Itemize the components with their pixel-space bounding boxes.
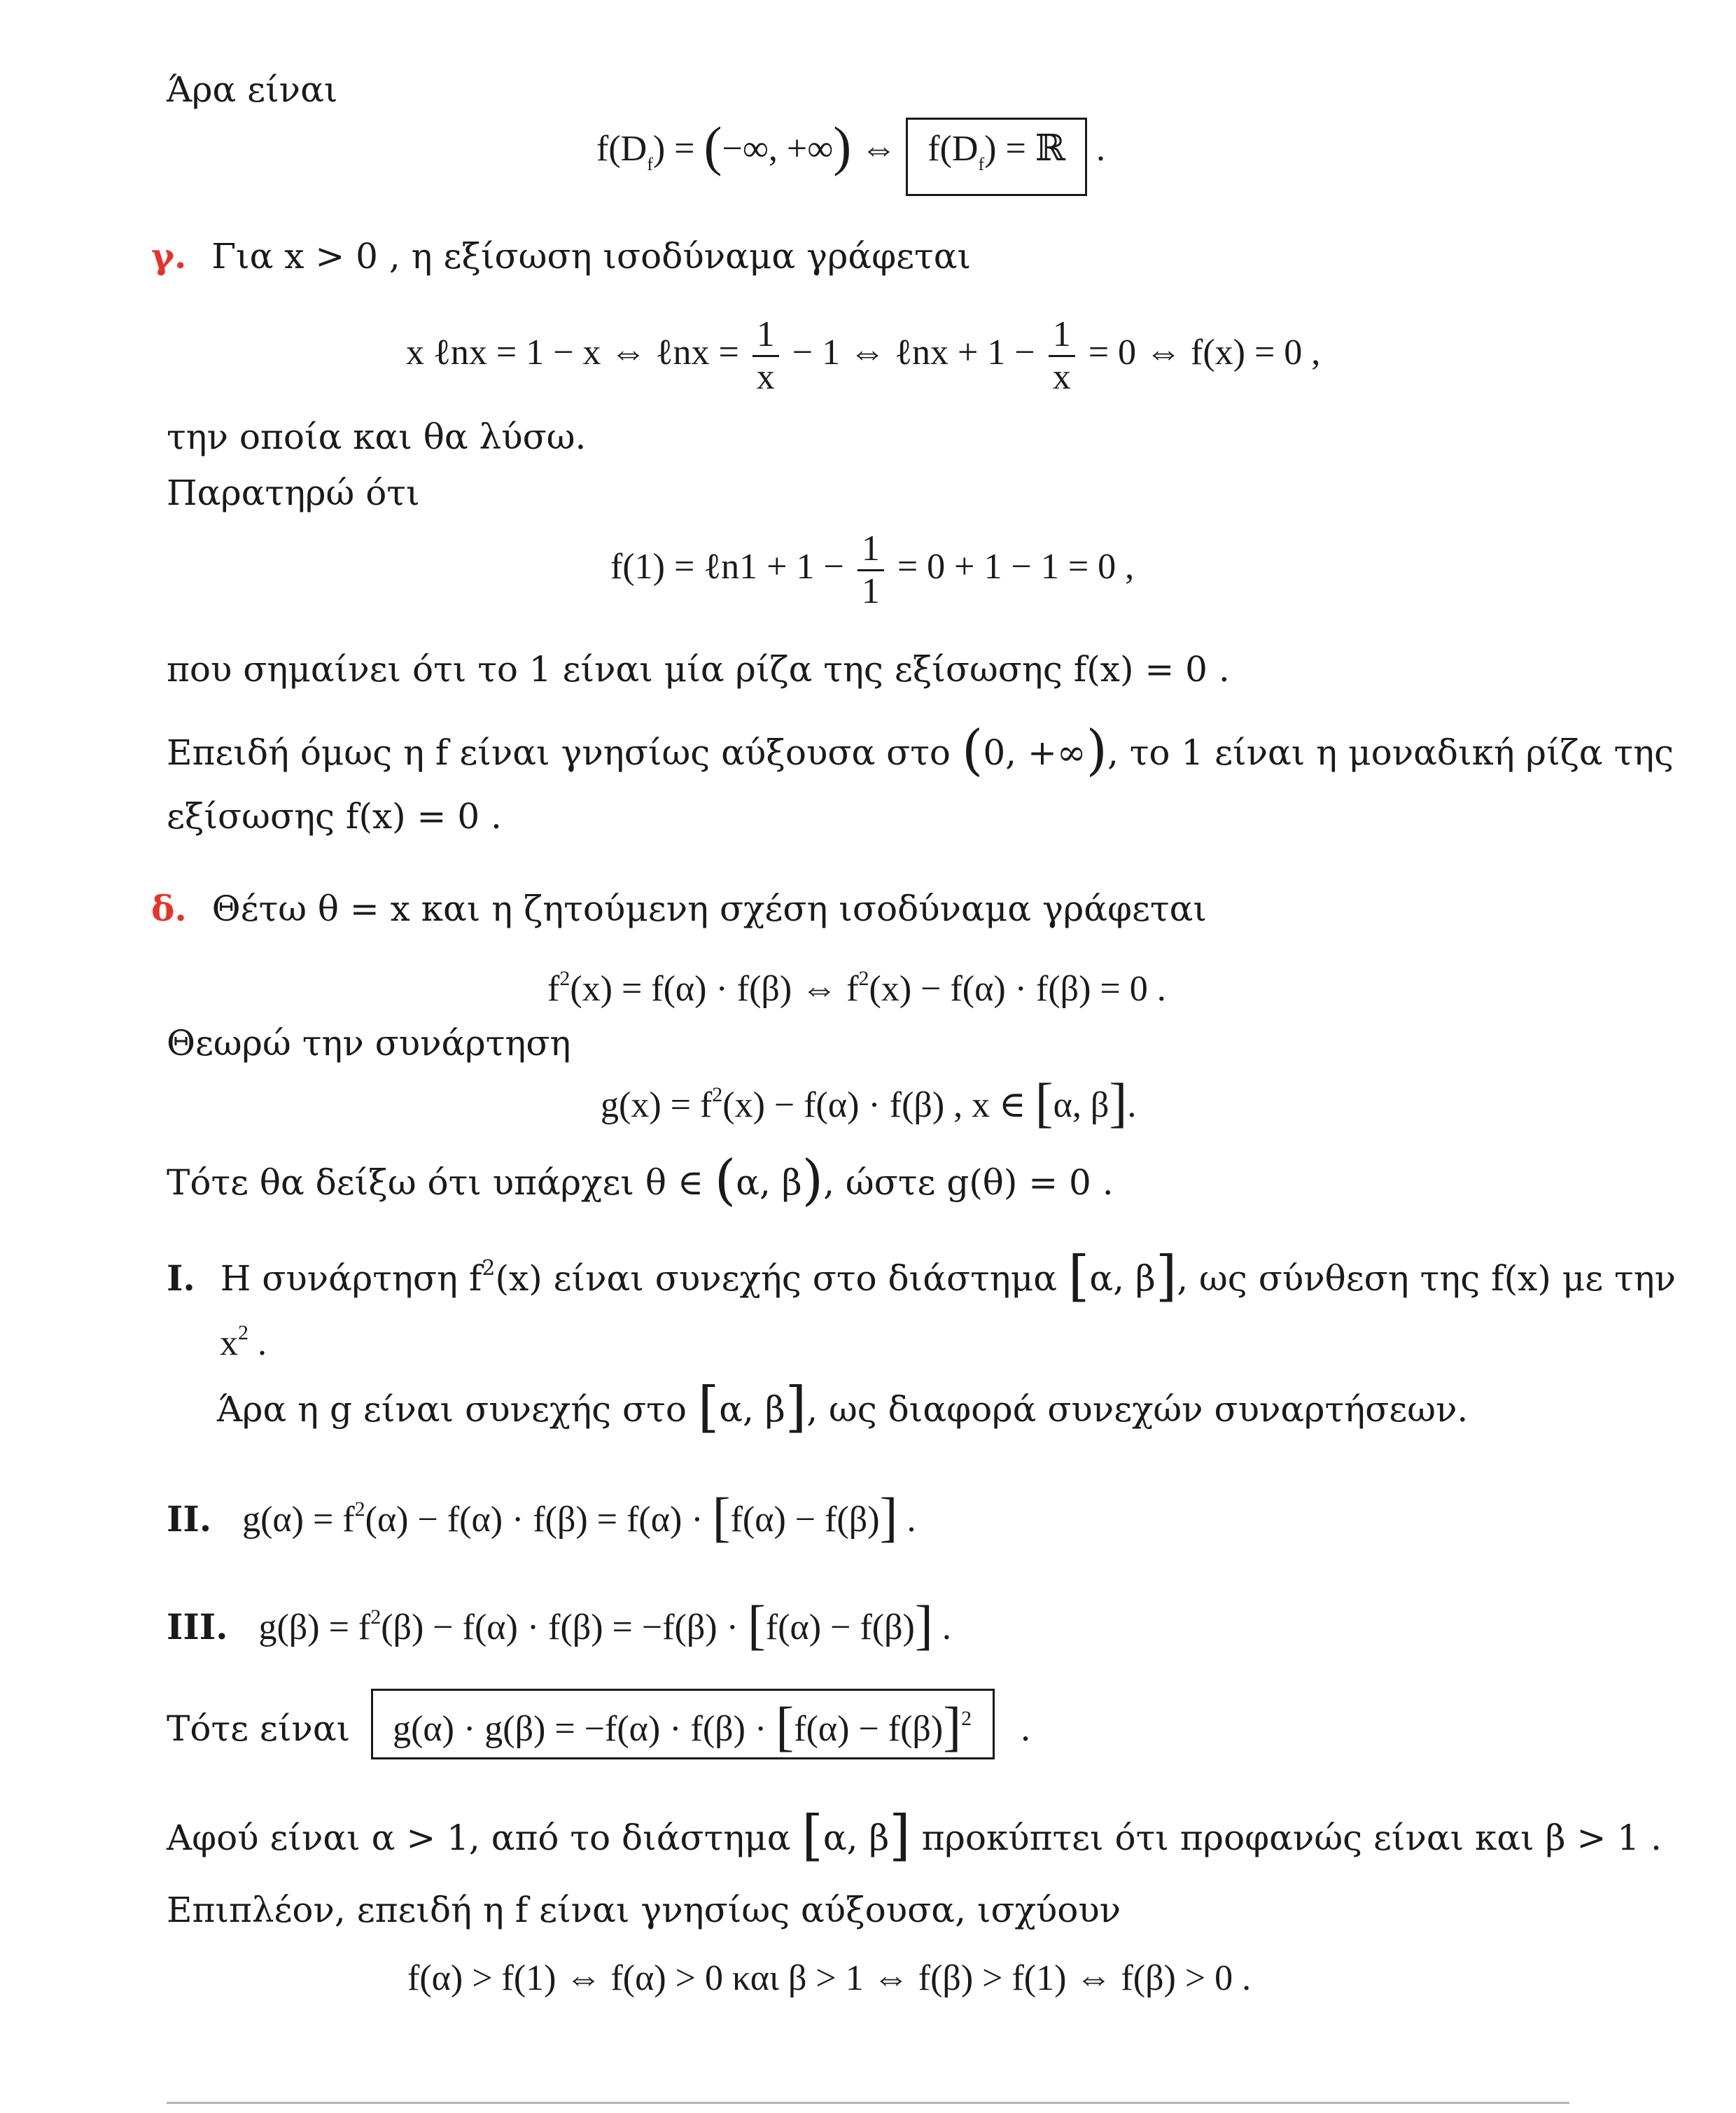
text-line: που σημαίνει ότι το 1 είναι μία ρίζα της εξίσωσης f(x) = 0 . (167, 649, 1230, 690)
text-line: την οποία και θα λύσω. (167, 417, 587, 457)
equation-g: $g(x) = f^2(x) - f(\alpha) \cdot f(\beta)$ , x ∈ [α, β]. (601, 1072, 1137, 1133)
section-gamma: γ. Για x > 0 , η εξίσωση ισοδύναμα γράφεται (151, 235, 972, 277)
product-line: Τότε είναι $g(\alpha) \cdot g(\beta) = -f(\alpha) \cdot f(\beta) \cdot [f(\alpha) - f(\beta)]^2$ . (167, 1689, 1031, 1759)
item-label: II. (167, 1498, 212, 1540)
text-line: Θεωρώ την συνάρτηση (167, 1023, 571, 1064)
text-line: Τότε θα δείξω ότι υπάρχει θ ∈ (α, β), ώστε g(θ) = 0 . (167, 1149, 1114, 1212)
text-line: Επειδή όμως η f είναι γνησίως αύξουσα στο (0, +∞), το 1 είναι η μοναδική ρίζα της (167, 719, 1674, 782)
text-line: $x^2$ . (220, 1321, 267, 1363)
item-three: III. $g(\beta) = f^2(\beta) - f(\alpha) \cdot f(\beta) = -f(\beta) \cdot [f(\alpha) - f(\beta)]$ . (167, 1594, 951, 1655)
equation-f1: f(1) = ℓn1 + 1 − $\frac{1}{1}$ = 0 + 1 − 1 = 0 , (610, 528, 1135, 611)
boxed-result: $f(D_f)$ = ℝ (906, 118, 1087, 196)
equation-log: x ℓnx = 1 − x ⇔ ℓnx = $\frac{1}{x}$ − 1 ⇔ ℓnx + 1 − $\frac{1}{x}$ = 0 ⇔ f(x) = 0 , (406, 314, 1321, 397)
equation-inequalities: f(α) > f(1) ⇔ f(α) > 0 και β > 1 ⇔ f(β) > f(1) ⇔ f(β) > 0 . (407, 1958, 1252, 1998)
boxed-product: $g(\alpha) \cdot g(\beta) = -f(\alpha) \cdot f(\beta) \cdot [f(\alpha) - f(\beta)]^2$ (371, 1689, 995, 1759)
equation-squared: $f^2(x) = f(\alpha) \cdot f(\beta)$ ⇔ $f^2(x) - f(\alpha) \cdot f(\beta) = 0$ . (547, 967, 1166, 1009)
text-line: Αφού είναι α > 1, από το διάστημα [α, β] προκύπτει ότι προφανώς είναι και β > 1 . (167, 1804, 1662, 1867)
text-line: Άρα είναι (167, 69, 338, 110)
section-label: δ. (151, 888, 187, 929)
section-label: γ. (151, 235, 187, 277)
item-label: III. (167, 1606, 228, 1647)
text-line: εξίσωσης f(x) = 0 . (167, 796, 502, 837)
text-line: Επιπλέον, επειδή η f είναι γνησίως αύξουσα, ισχύουν (167, 1890, 1121, 1930)
fraction: $\frac{1}{x}$ (752, 316, 779, 396)
equation-range: $f(D_f)$ = (−∞, +∞) ⇔ $f(D_f)$ = ℝ . (596, 118, 1105, 196)
item-two: II. $g(\alpha) = f^2(\alpha) - f(\alpha) \cdot f(\beta) = f(\alpha) \cdot [f(\alpha) - f(\beta)]$ . (167, 1486, 916, 1547)
item-label: I. (167, 1257, 195, 1299)
text-line: Παρατηρώ ότι (167, 473, 420, 513)
section-delta: δ. Θέτω θ = x και η ζητούμενη σχέση ισοδύναμα γράφεται (151, 888, 1207, 929)
item-one: I. Η συνάρτηση $f^2(x)$ είναι συνεχής στο διάστημα [α, β], ως σύνθεση της f(x) με την (167, 1245, 1676, 1308)
fraction: $\frac{1}{x}$ (1049, 316, 1075, 396)
page-divider (167, 2102, 1569, 2104)
fraction: $\frac{1}{1}$ (858, 530, 884, 611)
text-line: Άρα η g είναι συνεχής στο [α, β], ως διαφορά συνεχών συναρτήσεων. (217, 1376, 1469, 1439)
